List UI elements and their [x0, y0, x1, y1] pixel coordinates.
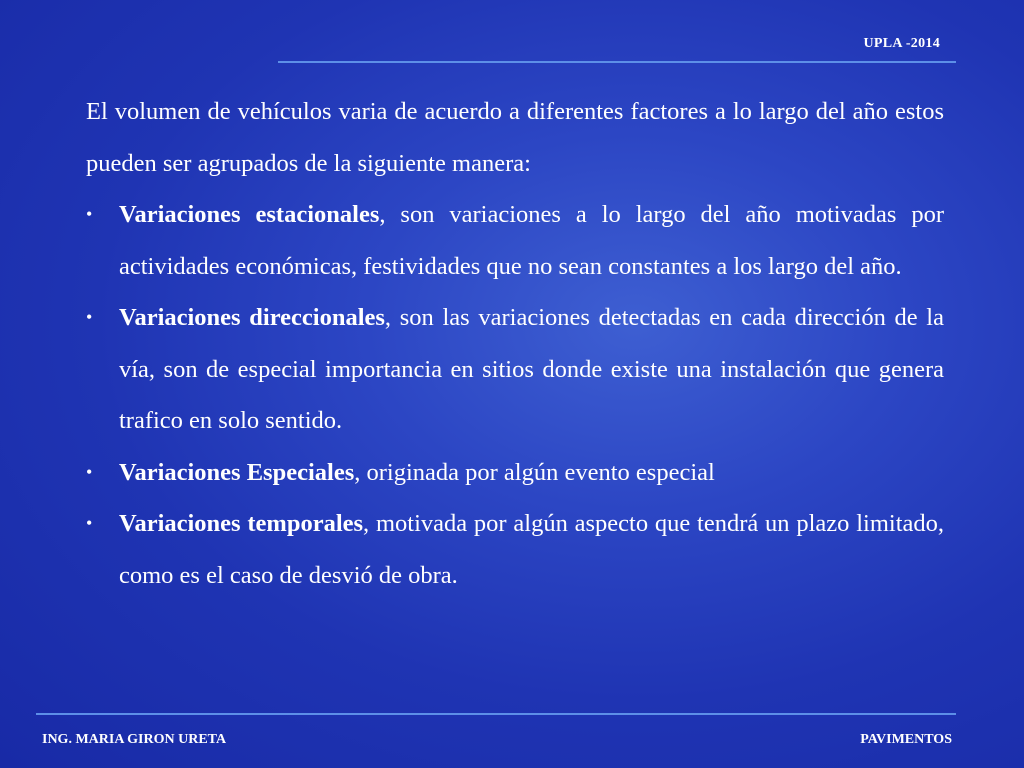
bullet-icon: •: [86, 204, 93, 224]
header-label: UPLA -2014: [863, 36, 940, 51]
bullet-icon: •: [86, 461, 93, 482]
bullet-text: , originada por algún evento especial: [354, 458, 715, 486]
list-item: [86, 498, 944, 601]
list-item: [86, 189, 944, 292]
bullet-term: Variaciones estacionales: [119, 201, 380, 228]
intro-paragraph: El volumen de vehículos varia de acuerdo a diferentes factores a lo largo del año estos pueden ser agrupados de la siguiente manera:: [86, 98, 944, 177]
slide-content: [86, 86, 944, 601]
bullet-term: Variaciones temporales: [119, 510, 364, 537]
bullet-text: , motivada por algún aspecto que tendrá un plazo limitado, como es el caso de desvió de obra.: [119, 510, 944, 589]
bullet-text: , son variaciones a lo largo del año motivadas por actividades económicas, festividades que no sean constantes a los largo del año.: [119, 201, 944, 280]
list-item: [86, 447, 944, 499]
header-divider: [278, 61, 956, 63]
footer-author: ING. MARIA GIRON URETA: [42, 732, 227, 747]
footer-divider: [36, 713, 956, 715]
bullet-icon: •: [86, 307, 93, 327]
variation-list: [86, 189, 944, 601]
bullet-term: Variaciones direccionales: [119, 304, 385, 331]
bullet-term: Variaciones Especiales: [119, 458, 355, 486]
list-item: [86, 292, 944, 447]
footer-subject: PAVIMENTOS: [860, 732, 952, 747]
bullet-icon: •: [86, 513, 93, 533]
bullet-text: , son las variaciones detectadas en cada dirección de la vía, son de especial importancia en sitios donde existe una instalación que genera trafico en solo sentido.: [119, 304, 944, 434]
